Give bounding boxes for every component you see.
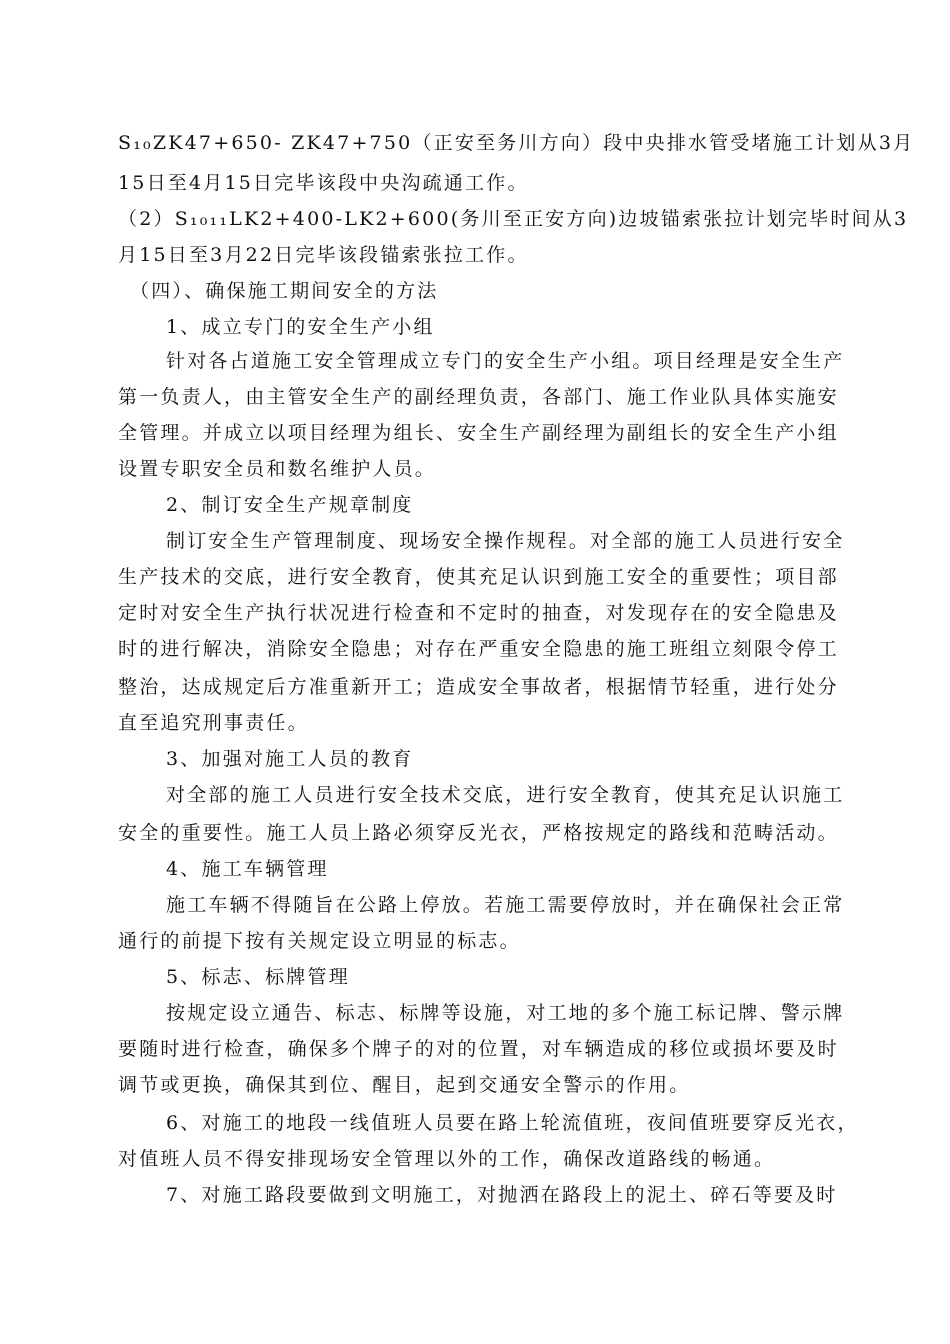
- text-line: （2）S₁₀₁₁LK2+400-LK2+600(务川至正安方向)边坡锚索张拉计划完毕时间从3: [118, 208, 909, 230]
- subsection-heading: 5、标志、标牌管理: [166, 966, 350, 988]
- subsection-heading: 4、施工车辆管理: [166, 858, 329, 880]
- text-line: 6、对施工的地段一线值班人员要在路上轮流值班，夜间值班要穿反光衣，: [166, 1112, 859, 1134]
- text-line: 定时对安全生产执行状况进行检查和不定时的抽查，对发现存在的安全隐患及: [118, 602, 839, 624]
- text-line: 整治，达成规定后方准重新开工；造成安全事故者，根据情节轻重，进行处分: [118, 676, 839, 698]
- text-line: 按规定设立通告、标志、标牌等设施，对工地的多个施工标记牌、警示牌: [166, 1002, 845, 1024]
- subsection-heading: 3、加强对施工人员的教育: [166, 748, 414, 770]
- text-line: 对值班人员不得安排现场安全管理以外的工作，确保改道路线的畅通。: [118, 1148, 776, 1170]
- text-line: 设置专职安全员和数名维护人员。: [118, 458, 437, 480]
- text-line: 施工车辆不得随旨在公路上停放。若施工需要停放时，并在确保社会正常: [166, 894, 845, 916]
- text-line: 时的进行解决，消除安全隐患；对存在严重安全隐患的施工班组立刻限令停工: [118, 638, 839, 660]
- subsection-heading: 2、制订安全生产规章制度: [166, 494, 414, 516]
- text-line: 调节或更换，确保其到位、醒目，起到交通安全警示的作用。: [118, 1074, 691, 1096]
- text-line: 直至追究刑事责任。: [118, 712, 309, 734]
- text-line: 月15日至3月22日完毕该段锚索张拉工作。: [118, 244, 529, 266]
- text-line: 生产技术的交底，进行安全教育，使其充足认识到施工安全的重要性；项目部: [118, 566, 839, 588]
- text-line: 要随时进行检查，确保多个牌子的对的位置，对车辆造成的移位或损坏要及时: [118, 1038, 839, 1060]
- text-line: 安全的重要性。施工人员上路必须穿反光衣，严格按规定的路线和范畴活动。: [118, 822, 839, 844]
- text-line: 全管理。并成立以项目经理为组长、安全生产副经理为副组长的安全生产小组: [118, 422, 839, 444]
- text-line: 制订安全生产管理制度、现场安全操作规程。对全部的施工人员进行安全: [166, 530, 845, 552]
- text-line: 通行的前提下按有关规定设立明显的标志。: [118, 930, 521, 952]
- text-line: 对全部的施工人员进行安全技术交底，进行安全教育，使其充足认识施工: [166, 784, 845, 806]
- text-line: S₁₀ZK47+650- ZK47+750（正安至务川方向）段中央排水管受堵施工计划从3月: [118, 132, 915, 154]
- subsection-heading: 1、成立专门的安全生产小组: [166, 316, 435, 338]
- text-line: 7、对施工路段要做到文明施工，对抛洒在路段上的泥土、碎石等要及时: [166, 1184, 838, 1206]
- section-heading: （四）、确保施工期间安全的方法: [130, 280, 439, 302]
- text-line: 针对各占道施工安全管理成立专门的安全生产小组。项目经理是安全生产: [166, 350, 845, 372]
- text-line: 15日至4月15日完毕该段中央沟疏通工作。: [118, 172, 529, 194]
- text-line: 第一负责人，由主管安全生产的副经理负责，各部门、施工作业队具体实施安: [118, 386, 839, 408]
